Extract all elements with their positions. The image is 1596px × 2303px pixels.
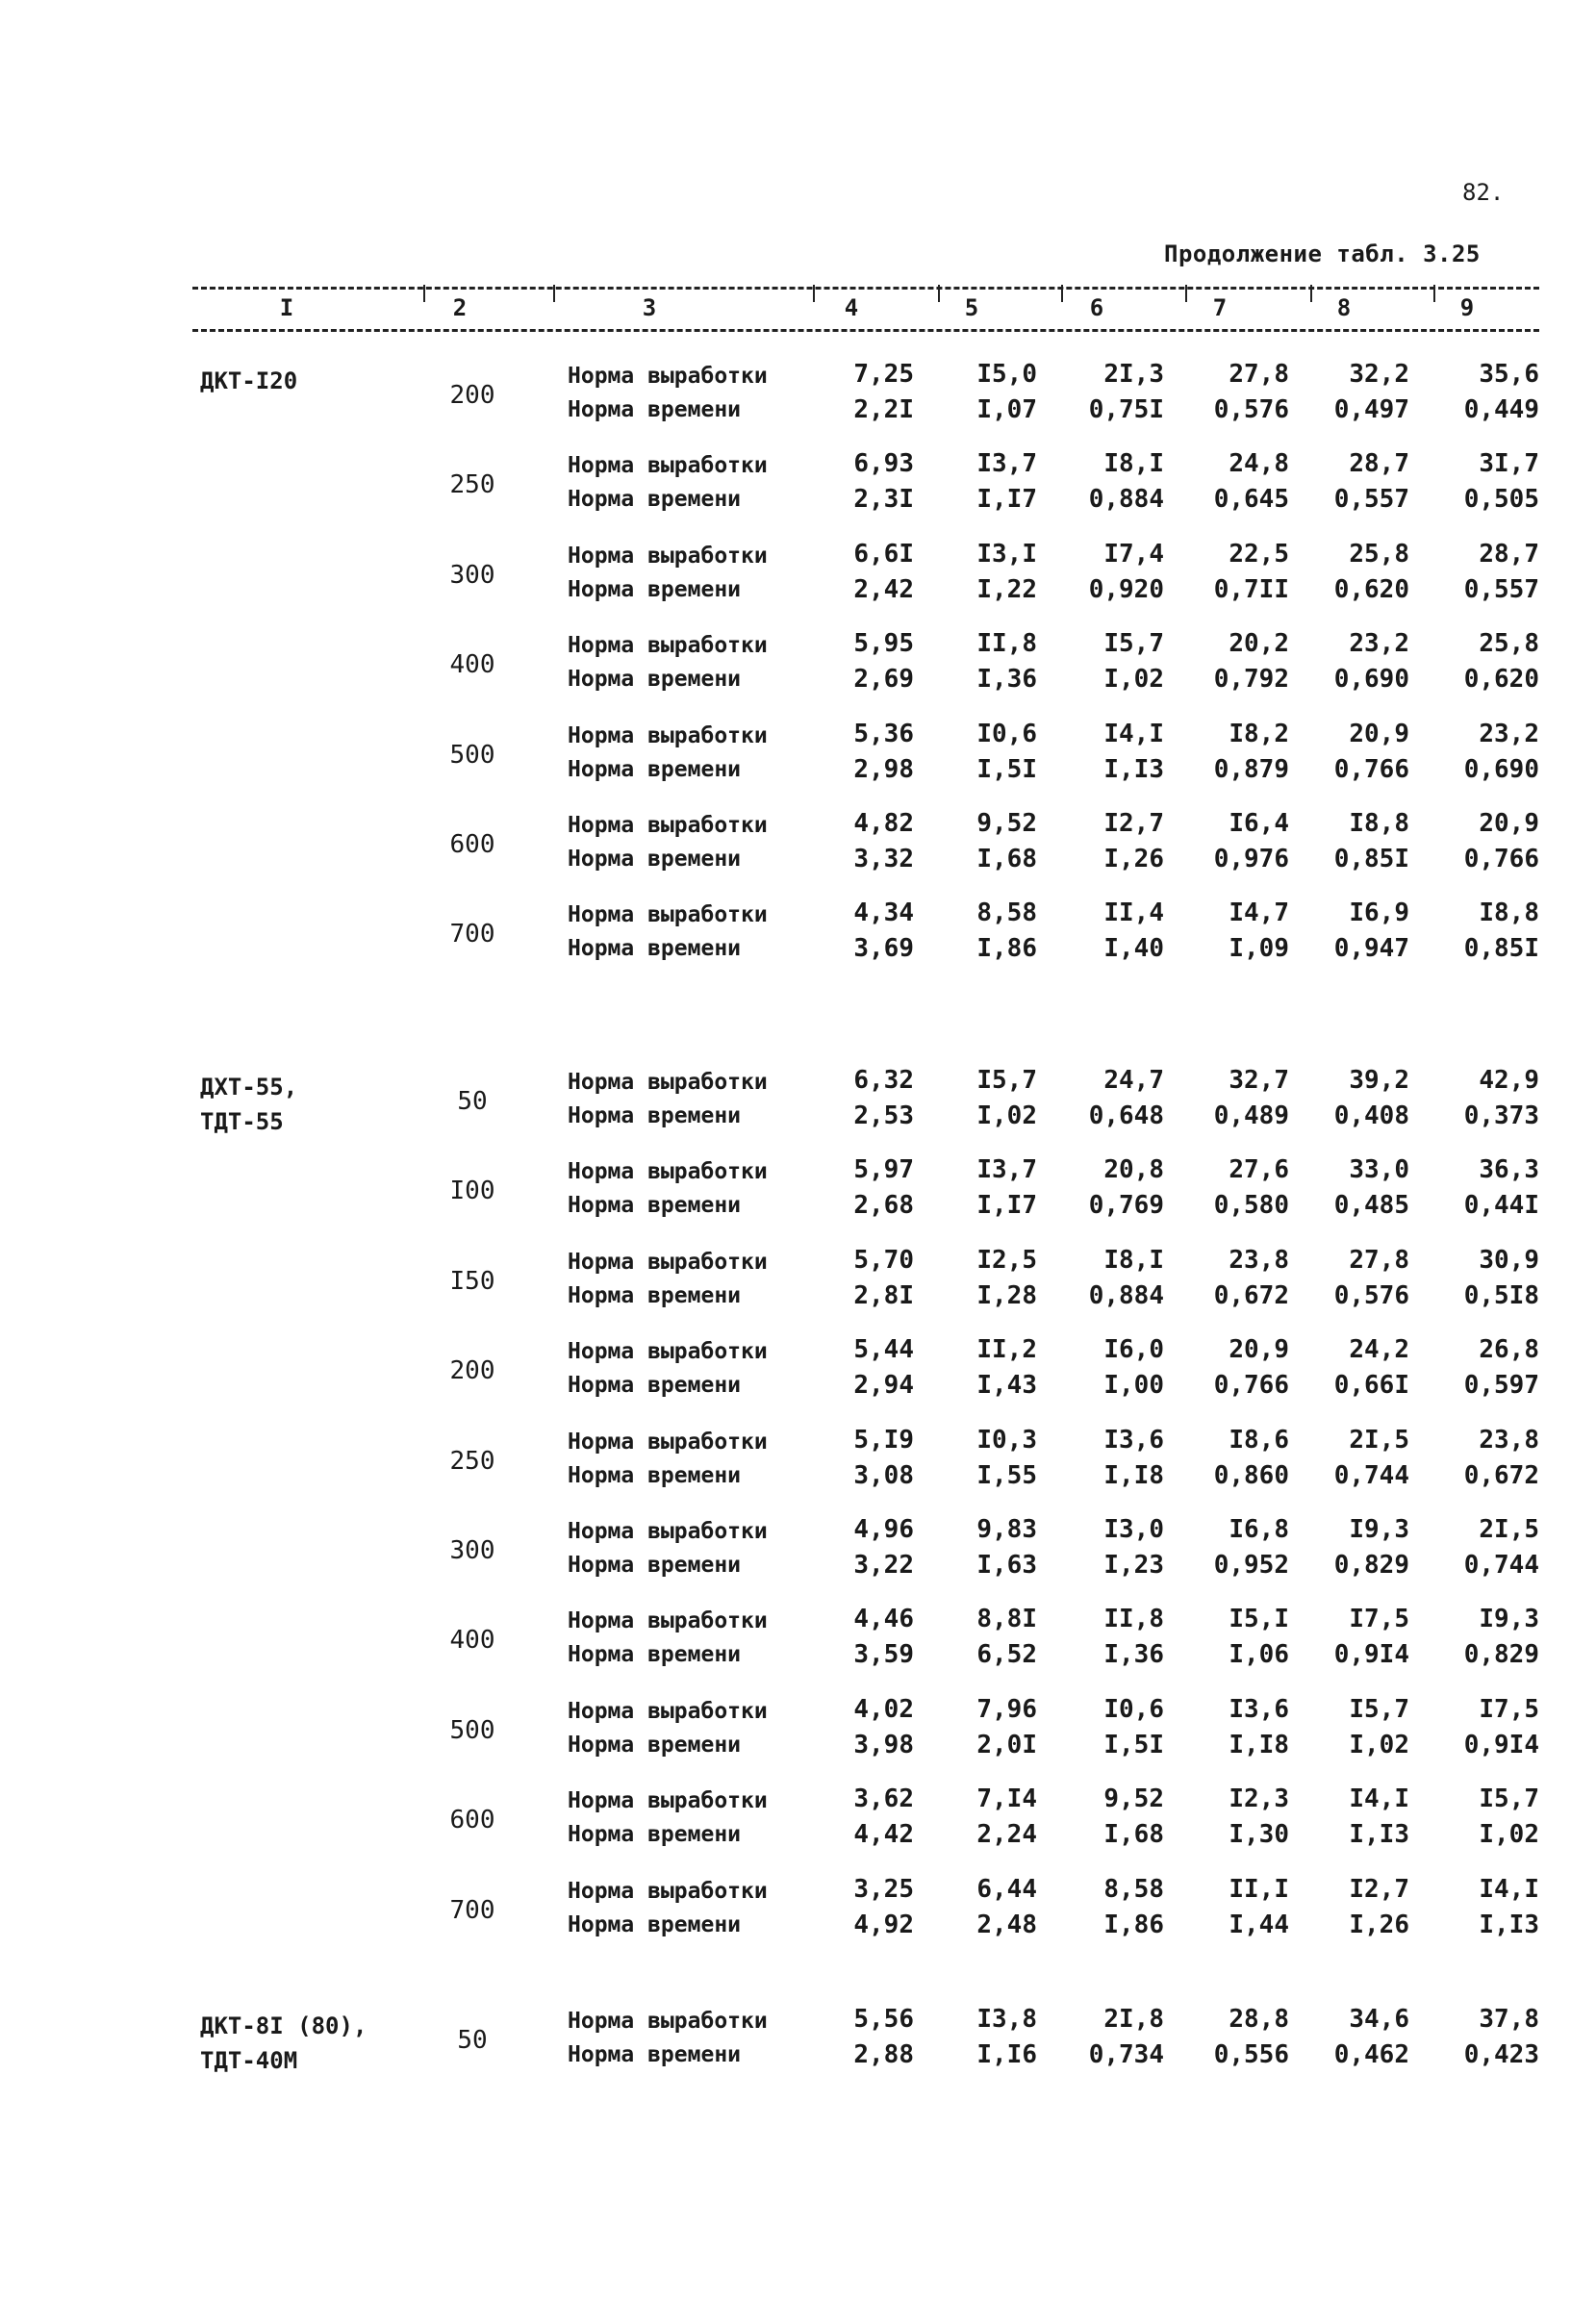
time-cell: 0,672: [1463, 1460, 1539, 1490]
time-cell: 0,766: [1463, 845, 1539, 873]
size-value: 50: [457, 1087, 488, 1116]
time-cell: 0,766: [1333, 754, 1409, 784]
time-cell: 0,7II: [1213, 574, 1289, 604]
time-cell: 3,98: [853, 1730, 914, 1759]
column-divider-tick: [1310, 285, 1314, 302]
rate-cell: 3I,7: [1479, 449, 1539, 479]
time-label: Норма времени: [568, 936, 742, 962]
rate-cell: I8,I: [1103, 449, 1164, 479]
machine-type-line: ДКТ-8I (80),: [200, 2012, 367, 2039]
rate-cell: I7,5: [1349, 1605, 1409, 1634]
rate-cell: I2,7: [1103, 809, 1164, 838]
time-cell: 0,648: [1088, 1101, 1164, 1130]
time-cell: 0,620: [1463, 665, 1539, 695]
rate-cell: 2I,5: [1479, 1515, 1539, 1544]
rate-cell: 36,3: [1479, 1155, 1539, 1185]
time-cell: 0,85I: [1463, 934, 1539, 964]
size-value: 250: [449, 1446, 495, 1476]
time-cell: I,26: [1349, 1910, 1409, 1939]
time-cell: 3,59: [853, 1640, 914, 1670]
column-header: 6: [1089, 294, 1104, 321]
time-cell: I,86: [1103, 1910, 1164, 1939]
rate-cell: 42,9: [1479, 1066, 1539, 1095]
size-value: 300: [449, 1536, 495, 1565]
rate-cell: 8,58: [1103, 1874, 1164, 1904]
time-label: Норма времени: [568, 1732, 742, 1758]
time-cell: 0,557: [1333, 485, 1409, 515]
time-label: Норма времени: [568, 1553, 742, 1578]
rate-cell: 23,8: [1229, 1245, 1289, 1275]
rate-cell: 28,8: [1229, 2005, 1289, 2034]
rate-cell: 20,9: [1229, 1335, 1289, 1365]
time-cell: 0,690: [1463, 754, 1539, 784]
rate-cell: 23,2: [1479, 719, 1539, 748]
time-cell: 0,597: [1463, 1371, 1539, 1401]
time-cell: 2,8I: [853, 1280, 914, 1310]
rate-label: Норма выработки: [568, 902, 768, 928]
time-cell: 0,505: [1463, 485, 1539, 515]
rate-cell: I4,7: [1229, 898, 1289, 928]
rate-cell: 30,9: [1479, 1245, 1539, 1275]
rate-label: Норма выработки: [568, 364, 768, 389]
size-value: I50: [449, 1266, 495, 1296]
rate-cell: 35,6: [1479, 360, 1539, 389]
time-cell: 0,734: [1088, 2040, 1164, 2069]
machine-type: [200, 364, 297, 398]
rate-cell: 4,34: [853, 898, 914, 928]
time-label: Норма времени: [568, 1822, 742, 1848]
time-cell: 0,557: [1463, 574, 1539, 604]
time-cell: 4,92: [853, 1910, 914, 1939]
time-cell: 0,5I8: [1463, 1280, 1539, 1310]
rate-cell: 5,95: [853, 629, 914, 659]
column-divider-tick: [1061, 285, 1065, 302]
time-cell: 2,2I: [853, 395, 914, 424]
time-cell: 0,9I4: [1463, 1730, 1539, 1759]
column-header: I: [279, 294, 294, 321]
time-cell: 0,829: [1463, 1640, 1539, 1670]
size-value: 400: [449, 1626, 495, 1656]
time-cell: 2,42: [853, 574, 914, 604]
time-label: Норма времени: [568, 1193, 742, 1219]
rate-label: Норма выработки: [568, 1519, 768, 1544]
time-label: Норма времени: [568, 1282, 742, 1308]
page-number: 82.: [1462, 179, 1505, 206]
time-cell: 0,829: [1333, 1551, 1409, 1580]
rate-cell: 9,52: [1103, 1784, 1164, 1814]
rate-cell: 3,62: [853, 1784, 914, 1814]
rate-cell: 25,8: [1349, 539, 1409, 569]
time-cell: I,28: [976, 1280, 1037, 1310]
time-cell: I,5I: [976, 754, 1037, 784]
time-cell: I,22: [976, 574, 1037, 604]
time-cell: 4,42: [853, 1820, 914, 1850]
rate-cell: 32,7: [1229, 1066, 1289, 1095]
rate-cell: 22,5: [1229, 539, 1289, 569]
time-cell: 3,32: [853, 845, 914, 873]
time-label: Норма времени: [568, 1642, 742, 1668]
column-divider-tick: [1433, 285, 1437, 302]
time-cell: 0,373: [1463, 1101, 1539, 1130]
machine-type-line: ДКТ-I20: [200, 367, 298, 394]
rate-cell: I4,I: [1479, 1874, 1539, 1904]
machine-type: [200, 2009, 367, 2078]
rate-cell: II,8: [976, 629, 1037, 659]
time-cell: 0,497: [1333, 395, 1409, 424]
rate-cell: 27,6: [1229, 1155, 1289, 1185]
time-cell: 2,48: [976, 1910, 1037, 1939]
rate-cell: I3,8: [976, 2005, 1037, 2034]
time-cell: 0,744: [1333, 1460, 1409, 1490]
time-cell: 0,860: [1213, 1460, 1289, 1490]
time-cell: 2,3I: [853, 485, 914, 515]
rate-cell: I3,I: [976, 539, 1037, 569]
time-label: Норма времени: [568, 1373, 742, 1399]
size-value: 200: [449, 1356, 495, 1386]
rate-cell: 8,8I: [976, 1605, 1037, 1634]
time-cell: 0,556: [1213, 2040, 1289, 2069]
size-value: 500: [449, 1715, 495, 1745]
time-label: Норма времени: [568, 1462, 742, 1488]
rate-cell: 6,6I: [853, 539, 914, 569]
rate-cell: 7,96: [976, 1694, 1037, 1724]
rate-label: Норма выработки: [568, 453, 768, 479]
time-cell: I,02: [976, 1101, 1037, 1130]
time-cell: 0,9I4: [1333, 1640, 1409, 1670]
time-cell: I,36: [1103, 1640, 1164, 1670]
rate-cell: I6,8: [1229, 1515, 1289, 1544]
time-cell: 2,0I: [976, 1730, 1037, 1759]
time-label: Норма времени: [568, 1103, 742, 1128]
size-value: 50: [457, 2026, 488, 2055]
rate-cell: 23,2: [1349, 629, 1409, 659]
rate-cell: 4,02: [853, 1694, 914, 1724]
rate-cell: 5,44: [853, 1335, 914, 1365]
time-label: Норма времени: [568, 576, 742, 602]
rate-cell: I0,6: [976, 719, 1037, 748]
rate-label: Норма выработки: [568, 633, 768, 659]
time-cell: I,06: [1229, 1640, 1289, 1670]
rate-cell: I3,7: [976, 449, 1037, 479]
rate-cell: I8,6: [1229, 1425, 1289, 1455]
time-label: Норма времени: [568, 2042, 742, 2067]
rate-label: Норма выработки: [568, 1429, 768, 1455]
machine-type-line: ДХТ-55,: [200, 1074, 298, 1101]
time-cell: I,02: [1479, 1820, 1539, 1850]
time-cell: I,86: [976, 934, 1037, 964]
rate-cell: 27,8: [1229, 360, 1289, 389]
rate-cell: 6,44: [976, 1874, 1037, 1904]
time-cell: I,07: [976, 395, 1037, 424]
time-label: Норма времени: [568, 1911, 742, 1937]
rate-cell: 39,2: [1349, 1066, 1409, 1095]
time-cell: I,I8: [1229, 1730, 1289, 1759]
rate-cell: II,I: [1229, 1874, 1289, 1904]
rate-label: Норма выработки: [568, 1878, 768, 1904]
rate-cell: I5,7: [1479, 1784, 1539, 1814]
time-cell: 0,620: [1333, 574, 1409, 604]
rate-cell: I8,8: [1349, 809, 1409, 838]
rate-cell: I3,7: [976, 1155, 1037, 1185]
time-cell: I,I3: [1479, 1910, 1539, 1939]
rate-cell: I9,3: [1349, 1515, 1409, 1544]
time-cell: I,40: [1103, 934, 1164, 964]
rate-cell: II,2: [976, 1335, 1037, 1365]
rate-cell: 26,8: [1479, 1335, 1539, 1365]
time-cell: I,55: [976, 1460, 1037, 1490]
rate-label: Норма выработки: [568, 722, 768, 748]
time-cell: I,I6: [976, 2040, 1037, 2069]
rate-cell: I3,6: [1229, 1694, 1289, 1724]
time-cell: 0,952: [1213, 1551, 1289, 1580]
time-cell: I,I3: [1103, 754, 1164, 784]
rate-cell: 3,25: [853, 1874, 914, 1904]
rate-cell: 2I,5: [1349, 1425, 1409, 1455]
rate-cell: I2,7: [1349, 1874, 1409, 1904]
rate-cell: 8,58: [976, 898, 1037, 928]
time-cell: I,68: [1103, 1820, 1164, 1850]
rate-cell: I5,0: [976, 360, 1037, 389]
rate-cell: 28,7: [1349, 449, 1409, 479]
time-cell: I,36: [976, 665, 1037, 695]
rate-cell: 5,I9: [853, 1425, 914, 1455]
rate-cell: 6,32: [853, 1066, 914, 1095]
time-cell: 0,769: [1088, 1191, 1164, 1221]
time-cell: I,30: [1229, 1820, 1289, 1850]
time-label: Норма времени: [568, 667, 742, 693]
time-cell: I,43: [976, 1371, 1037, 1401]
rate-cell: 37,8: [1479, 2005, 1539, 2034]
column-header: 8: [1336, 294, 1352, 321]
time-cell: 0,576: [1213, 395, 1289, 424]
rate-cell: I4,I: [1103, 719, 1164, 748]
rate-cell: 32,2: [1349, 360, 1409, 389]
time-cell: 2,68: [853, 1191, 914, 1221]
rate-label: Норма выработки: [568, 1249, 768, 1275]
time-cell: I,44: [1229, 1910, 1289, 1939]
rate-cell: 5,70: [853, 1245, 914, 1275]
rate-cell: I6,4: [1229, 809, 1289, 838]
rate-cell: I8,2: [1229, 719, 1289, 748]
time-cell: 0,75I: [1088, 395, 1164, 424]
machine-type-line: ТДТ-55: [200, 1108, 284, 1135]
time-cell: I,23: [1103, 1551, 1164, 1580]
time-cell: 2,94: [853, 1371, 914, 1401]
rate-label: Норма выработки: [568, 813, 768, 838]
time-cell: 0,645: [1213, 485, 1289, 515]
rate-cell: I2,5: [976, 1245, 1037, 1275]
time-cell: 3,69: [853, 934, 914, 964]
rate-cell: I0,6: [1103, 1694, 1164, 1724]
time-cell: I,I3: [1349, 1820, 1409, 1850]
column-header: 9: [1459, 294, 1475, 321]
rate-label: Норма выработки: [568, 1788, 768, 1814]
time-label: Норма времени: [568, 847, 742, 872]
time-cell: 3,22: [853, 1551, 914, 1580]
column-header: 4: [844, 294, 859, 321]
rate-cell: 34,6: [1349, 2005, 1409, 2034]
rate-cell: I6,0: [1103, 1335, 1164, 1365]
rate-cell: 20,8: [1103, 1155, 1164, 1185]
column-divider-tick: [813, 285, 817, 302]
time-cell: I,02: [1349, 1730, 1409, 1759]
rate-cell: I6,9: [1349, 898, 1409, 928]
time-cell: I,68: [976, 845, 1037, 873]
time-cell: 0,690: [1333, 665, 1409, 695]
rate-cell: 4,96: [853, 1515, 914, 1544]
rate-label: Норма выработки: [568, 1698, 768, 1724]
rate-cell: II,4: [1103, 898, 1164, 928]
machine-type: [200, 1070, 297, 1139]
time-cell: I,09: [1229, 934, 1289, 964]
time-cell: I,26: [1103, 845, 1164, 873]
time-cell: 2,88: [853, 2040, 914, 2069]
rate-cell: 7,I4: [976, 1784, 1037, 1814]
size-value: 200: [449, 381, 495, 410]
rate-label: Норма выработки: [568, 543, 768, 569]
time-cell: I,I8: [1103, 1460, 1164, 1490]
rate-cell: II,8: [1103, 1605, 1164, 1634]
time-cell: I,5I: [1103, 1730, 1164, 1759]
time-label: Норма времени: [568, 487, 742, 513]
size-value: I00: [449, 1177, 495, 1206]
rate-cell: 24,8: [1229, 449, 1289, 479]
time-cell: 0,947: [1333, 934, 1409, 964]
size-value: 600: [449, 830, 495, 859]
rate-cell: 5,97: [853, 1155, 914, 1185]
rate-cell: 27,8: [1349, 1245, 1409, 1275]
time-cell: 0,66I: [1333, 1371, 1409, 1401]
column-header: 5: [964, 294, 979, 321]
rate-cell: I3,0: [1103, 1515, 1164, 1544]
time-cell: 2,69: [853, 665, 914, 695]
time-cell: 2,24: [976, 1820, 1037, 1850]
time-cell: 0,462: [1333, 2040, 1409, 2069]
time-label: Норма времени: [568, 397, 742, 422]
time-cell: 0,884: [1088, 485, 1164, 515]
size-value: 700: [449, 920, 495, 949]
rate-cell: 28,7: [1479, 539, 1539, 569]
time-cell: 0,85I: [1333, 845, 1409, 873]
machine-type-line: ТДТ-40М: [200, 2047, 298, 2074]
rate-cell: 4,82: [853, 809, 914, 838]
time-cell: I,I7: [976, 1191, 1037, 1221]
rate-cell: I8,8: [1479, 898, 1539, 928]
size-value: 500: [449, 740, 495, 770]
rate-label: Норма выработки: [568, 1339, 768, 1365]
time-cell: 0,576: [1333, 1280, 1409, 1310]
time-cell: I,63: [976, 1551, 1037, 1580]
rate-cell: 20,9: [1479, 809, 1539, 838]
size-value: 300: [449, 560, 495, 590]
time-cell: 0,884: [1088, 1280, 1164, 1310]
size-value: 600: [449, 1806, 495, 1835]
time-cell: 2,98: [853, 754, 914, 784]
column-divider-tick: [1185, 285, 1189, 302]
rate-cell: 20,2: [1229, 629, 1289, 659]
rate-cell: 9,83: [976, 1515, 1037, 1544]
rate-cell: I5,7: [1103, 629, 1164, 659]
time-cell: 0,672: [1213, 1280, 1289, 1310]
rate-label: Норма выработки: [568, 1159, 768, 1185]
time-cell: 0,766: [1213, 1371, 1289, 1401]
time-cell: 0,489: [1213, 1101, 1289, 1130]
rate-cell: 4,46: [853, 1605, 914, 1634]
rate-cell: I7,4: [1103, 539, 1164, 569]
column-header: 3: [642, 294, 657, 321]
time-label: Норма времени: [568, 756, 742, 782]
rate-cell: 2I,3: [1103, 360, 1164, 389]
column-header: 2: [452, 294, 468, 321]
time-cell: 3,08: [853, 1460, 914, 1490]
time-cell: I,00: [1103, 1371, 1164, 1401]
size-value: 250: [449, 470, 495, 500]
time-cell: 0,423: [1463, 2040, 1539, 2069]
column-divider-tick: [938, 285, 942, 302]
time-cell: I,02: [1103, 665, 1164, 695]
time-cell: I,I7: [976, 485, 1037, 515]
size-value: 400: [449, 650, 495, 680]
rate-cell: I5,I: [1229, 1605, 1289, 1634]
rate-cell: I2,3: [1229, 1784, 1289, 1814]
rate-cell: 24,2: [1349, 1335, 1409, 1365]
time-cell: 0,976: [1213, 845, 1289, 873]
rate-label: Норма выработки: [568, 1608, 768, 1634]
rate-cell: 7,25: [853, 360, 914, 389]
rate-cell: I0,3: [976, 1425, 1037, 1455]
rate-cell: I5,7: [976, 1066, 1037, 1095]
time-cell: 0,580: [1213, 1191, 1289, 1221]
column-header: 7: [1212, 294, 1228, 321]
header-bottom-rule: [192, 329, 1539, 332]
rate-cell: 25,8: [1479, 629, 1539, 659]
column-divider-tick: [553, 285, 557, 302]
rate-cell: 24,7: [1103, 1066, 1164, 1095]
rate-cell: I5,7: [1349, 1694, 1409, 1724]
rate-cell: 5,56: [853, 2005, 914, 2034]
size-value: 700: [449, 1895, 495, 1925]
rate-label: Норма выработки: [568, 2009, 768, 2034]
rate-cell: 2I,8: [1103, 2005, 1164, 2034]
time-cell: 6,52: [976, 1640, 1037, 1670]
time-cell: 0,449: [1463, 395, 1539, 424]
time-cell: 0,44I: [1463, 1191, 1539, 1221]
rate-cell: 33,0: [1349, 1155, 1409, 1185]
time-cell: 0,792: [1213, 665, 1289, 695]
rate-cell: I3,6: [1103, 1425, 1164, 1455]
rate-cell: I7,5: [1479, 1694, 1539, 1724]
rate-cell: I8,I: [1103, 1245, 1164, 1275]
time-cell: 0,879: [1213, 754, 1289, 784]
rate-cell: I9,3: [1479, 1605, 1539, 1634]
column-divider-tick: [423, 285, 427, 302]
time-cell: 0,408: [1333, 1101, 1409, 1130]
rate-cell: 20,9: [1349, 719, 1409, 748]
rate-label: Норма выработки: [568, 1070, 768, 1095]
time-cell: 0,744: [1463, 1551, 1539, 1580]
rate-cell: 23,8: [1479, 1425, 1539, 1455]
time-cell: 2,53: [853, 1101, 914, 1130]
rate-cell: 9,52: [976, 809, 1037, 838]
header-top-rule: [192, 287, 1539, 290]
rate-cell: 6,93: [853, 449, 914, 479]
time-cell: 0,485: [1333, 1191, 1409, 1221]
rate-cell: I4,I: [1349, 1784, 1409, 1814]
table-caption: Продолжение табл. 3.25: [1164, 240, 1481, 267]
rate-cell: 5,36: [853, 719, 914, 748]
time-cell: 0,920: [1088, 574, 1164, 604]
